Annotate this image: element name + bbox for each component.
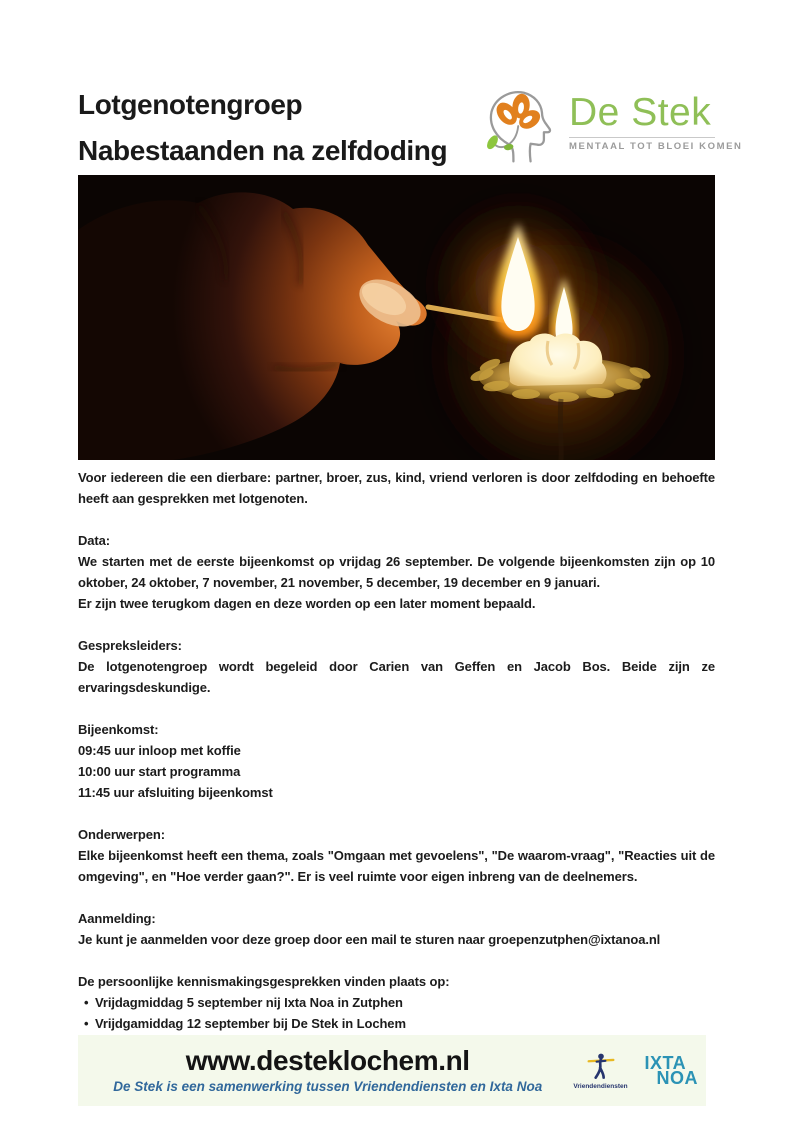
intro-text: Voor iedereen die een dierbare: partner, broer, zus, kind, vriend verloren is door zelfdoding en behoefte heeft aan gesprekken met lotgenoten. (78, 470, 715, 506)
section-data (78, 530, 715, 614)
vriendendiensten-label: Vriendendiensten (573, 1083, 628, 1090)
signup-heading: Aanmelding: (78, 911, 156, 926)
section-topics (78, 824, 715, 887)
footer-text-block (92, 1046, 570, 1096)
ixtanoa-logo (644, 1052, 699, 1088)
leaders-text: De lotgenotengroep wordt begeleid door Carien van Geffen en Jacob Bos. Beide zijn ze ervaringsdeskundige. (78, 659, 715, 695)
section-intake (78, 971, 715, 1034)
partner-logos (570, 1051, 699, 1090)
partnership-text: De Stek is een samenwerking tussen Vriendendiensten en Ixta Noa (113, 1078, 543, 1094)
ixtanoa-line2: NOA (656, 1067, 698, 1088)
logo-text-block (569, 88, 743, 152)
document-body (78, 467, 715, 1034)
section-meeting (78, 719, 715, 803)
tightrope-walker-icon (586, 1051, 616, 1083)
section-leaders (78, 635, 715, 698)
footer-banner (78, 1035, 706, 1106)
vriendendiensten-logo (570, 1051, 632, 1090)
section-intro (78, 467, 715, 509)
section-signup (78, 908, 715, 950)
topics-text: Elke bijeenkomst heeft een thema, zoals "Omgaan met gevoelens", "De waarom-vraag", "Reacties uit de omgeving", en "Hoe verder gaan?". Er is veel ruimte voor eigen inbreng van de deelnemers. (78, 848, 715, 884)
title-line-2: Nabestaanden na zelfdoding (78, 135, 448, 166)
topics-heading: Onderwerpen: (78, 827, 165, 842)
head-flower-icon (482, 88, 562, 168)
page-title (78, 82, 447, 174)
ixtanoa-line1: IXTA (644, 1052, 687, 1073)
destek-logo (482, 88, 743, 168)
intake-list (78, 992, 715, 1034)
logo-wordmark: De Stek (569, 91, 712, 134)
data-text: We starten met de eerste bijeenkomst op vrijdag 26 september. De volgende bijeenkomsten zijn op 10 oktober, 24 oktober, 7 november, 21 november, 5 december, 19 december en 9 januari. (78, 554, 715, 590)
logo-tagline: MENTAAL TOT BLOEI KOMEN (569, 141, 743, 152)
candle-photo (78, 175, 715, 460)
meeting-item: 11:45 uur afsluiting bijeenkomst (78, 785, 273, 800)
signup-text: Je kunt je aanmelden voor deze groep door een mail te sturen naar groepenzutphen@ixtanoa.nl (78, 932, 661, 947)
list-item: • Vrijdagmiddag 5 september nij Ixta Noa in Zutphen (78, 992, 715, 1013)
leaders-heading: Gespreksleiders: (78, 638, 182, 653)
meeting-item: 10:00 uur start programma (78, 764, 241, 779)
holder-stem (560, 399, 561, 460)
website-url: www.desteklochem.nl (185, 1044, 470, 1076)
intake-heading: De persoonlijke kennismakingsgesprekken vinden plaats op: (78, 974, 450, 989)
list-item: • Vrijdgamiddag 12 september bij De Stek in Lochem (78, 1013, 715, 1034)
logo-divider (569, 137, 715, 138)
meeting-heading: Bijeenkomst: (78, 722, 159, 737)
title-line-1: Lotgenotengroep (78, 89, 303, 120)
meeting-item: 09:45 uur inloop met koffie (78, 743, 241, 758)
data-text-2: Er zijn twee terugkom dagen en deze worden op een later moment bepaald. (78, 596, 536, 611)
data-heading: Data: (78, 533, 111, 548)
